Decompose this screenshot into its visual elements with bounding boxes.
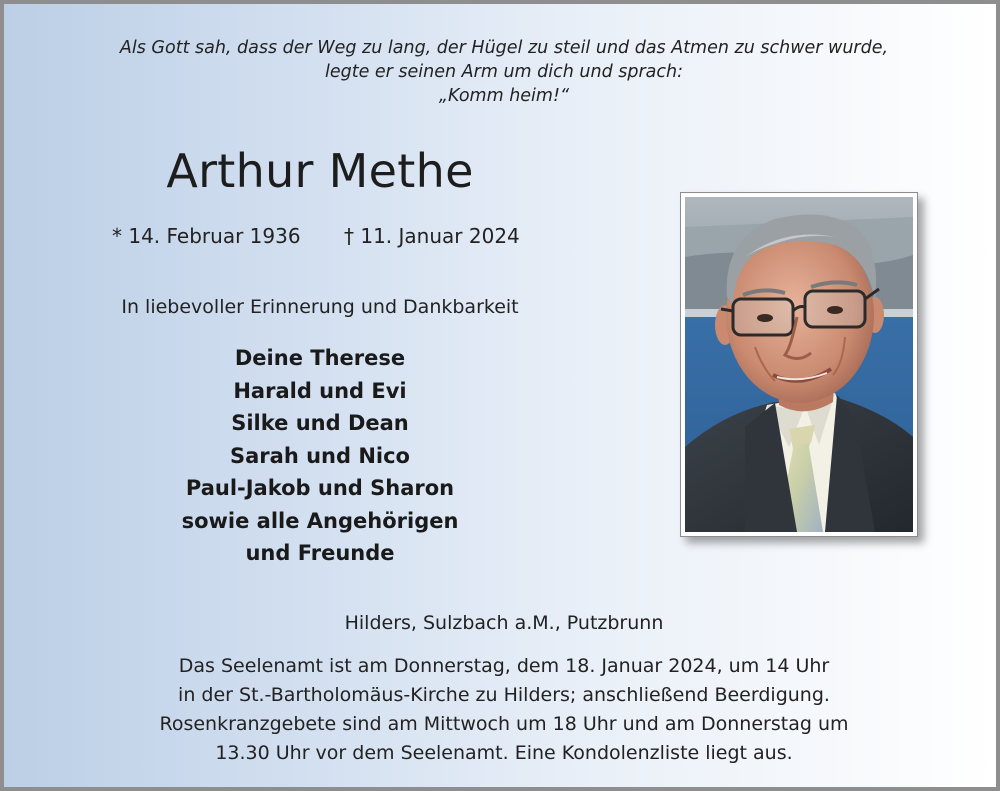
service-line: Rosenkranzgebete sind am Mittwoch um 18 Uhr und am Donnerstag um	[159, 713, 849, 735]
poem-line: legte er seinen Arm um dich und sprach:	[324, 62, 684, 82]
poem	[4, 36, 1000, 108]
service-line: Das Seelenamt ist am Donnerstag, dem 18. Januar 2024, um 14 Uhr	[178, 655, 830, 677]
family-member: Harald und Evi	[233, 378, 407, 403]
poem-line: „Komm heim!“	[438, 86, 570, 106]
service-line: 13.30 Uhr vor dem Seelenamt. Eine Kondolenzliste liegt aus.	[215, 742, 793, 764]
remembrance-text: In liebevoller Erinnerung und Dankbarkeit	[121, 296, 519, 318]
places-text: Hilders, Sulzbach a.M., Putzbrunn	[344, 612, 664, 634]
portrait-photo	[680, 192, 918, 537]
family-member: und Freunde	[245, 541, 395, 565]
family-list	[4, 342, 636, 570]
family-member: Paul-Jakob und Sharon	[185, 476, 455, 500]
service-info	[4, 652, 1000, 768]
family-member: Sarah und Nico	[230, 443, 410, 468]
family-member: Silke und Dean	[231, 411, 409, 435]
death-date: † 11. Januar 2024	[344, 224, 520, 248]
deceased-name: Arthur Methe	[166, 144, 474, 198]
portrait-illustration	[685, 197, 913, 532]
birth-date: * 14. Februar 1936	[112, 224, 301, 248]
poem-line: Als Gott sah, dass der Weg zu lang, der Hügel zu steil und das Atmen zu schwer wurde,	[119, 38, 889, 58]
family-member: sowie alle Angehörigen	[181, 508, 459, 533]
family-member: Deine Therese	[234, 346, 406, 370]
service-line: in der St.-Bartholomäus-Kirche zu Hilders; anschließend Beerdigung.	[178, 684, 830, 706]
